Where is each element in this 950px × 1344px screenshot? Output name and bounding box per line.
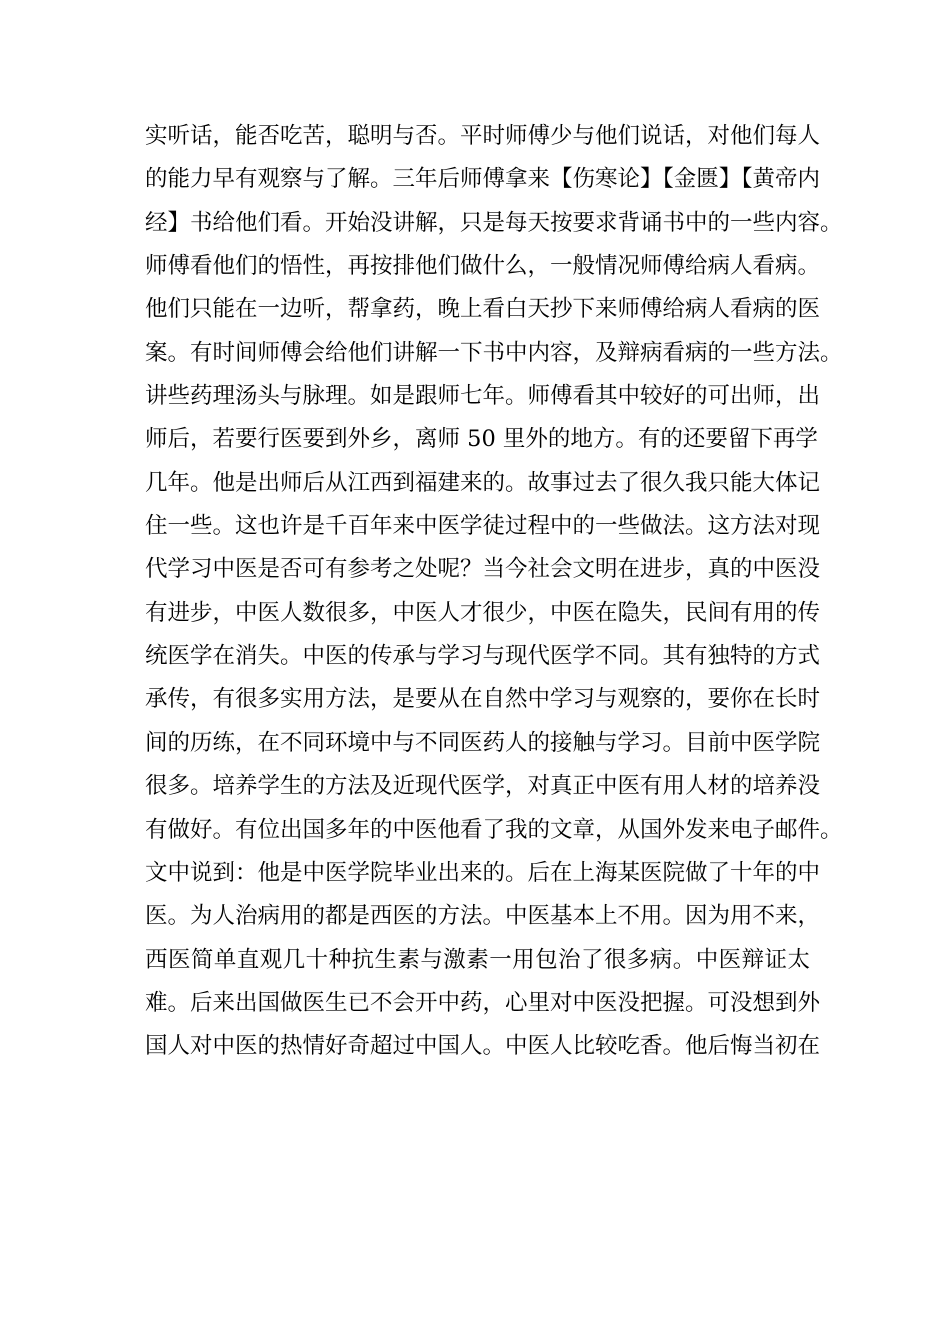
text-line: 有进步，中医人数很多，中医人才很少，中医在隐失，民间有用的传 <box>145 599 821 626</box>
text-line: 代学习中医是否可有参考之处呢？当今社会文明在进步，真的中医没 <box>145 556 821 583</box>
text-line: 很多。培养学生的方法及近现代医学，对真正中医有用人材的培养没 <box>145 773 821 800</box>
text-line: 的能力早有观察与了解。三年后师傅拿来【伤寒论】【金匮】【黄帝内 <box>145 166 821 193</box>
text-line: 文中说到：他是中医学院毕业出来的。后在上海某医院做了十年的中 <box>145 859 821 886</box>
text-line: 西医简单直观几十种抗生素与激素一用包治了很多病。中医辩证太 <box>145 946 810 973</box>
text-line: 案。有时间师傅会给他们讲解一下书中内容，及辩病看病的一些方法。 <box>145 339 843 366</box>
body-text <box>145 115 843 1069</box>
text-line: 有做好。有位出国多年的中医他看了我的文章，从国外发来电子邮件。 <box>145 816 843 843</box>
text-line: 统医学在消失。中医的传承与学习与现代医学不同。其有独特的方式 <box>145 643 821 670</box>
text-line: 讲些药理汤头与脉理。如是跟师七年。师傅看其中较好的可出师，出 <box>145 383 821 410</box>
text-line: 住一些。这也许是千百年来中医学徒过程中的一些做法。这方法对现 <box>145 513 821 540</box>
text-line: 师傅看他们的悟性，再按排他们做什么，一般情况师傅给病人看病。 <box>145 253 821 280</box>
text-line: 他们只能在一边听，帮拿药，晚上看白天抄下来师傅给病人看病的医 <box>145 296 821 323</box>
text-line: 国人对中医的热情好奇超过中国人。中医人比较吃香。他后悔当初在 <box>145 1033 821 1060</box>
text-line: 经】书给他们看。开始没讲解，只是每天按要求背诵书中的一些内容。 <box>145 209 843 236</box>
text-line: 医。为人治病用的都是西医的方法。中医基本上不用。因为用不来， <box>145 903 821 930</box>
text-line: 实听话，能否吃苦，聪明与否。平时师傅少与他们说话，对他们每人 <box>145 123 821 149</box>
text-line: 难。后来出国做医生已不会开中药，心里对中医没把握。可没想到外 <box>145 989 821 1016</box>
text-line: 几年。他是出师后从江西到福建来的。故事过去了很久我只能大体记 <box>145 469 821 496</box>
text-line: 承传，有很多实用方法，是要从在自然中学习与观察的，要你在长时 <box>145 686 821 713</box>
text-line: 师后，若要行医要到外乡，离师 50 里外的地方。有的还要留下再学 <box>145 426 818 453</box>
text-line: 间的历练，在不同环境中与不同医药人的接触与学习。目前中医学院 <box>145 729 821 756</box>
